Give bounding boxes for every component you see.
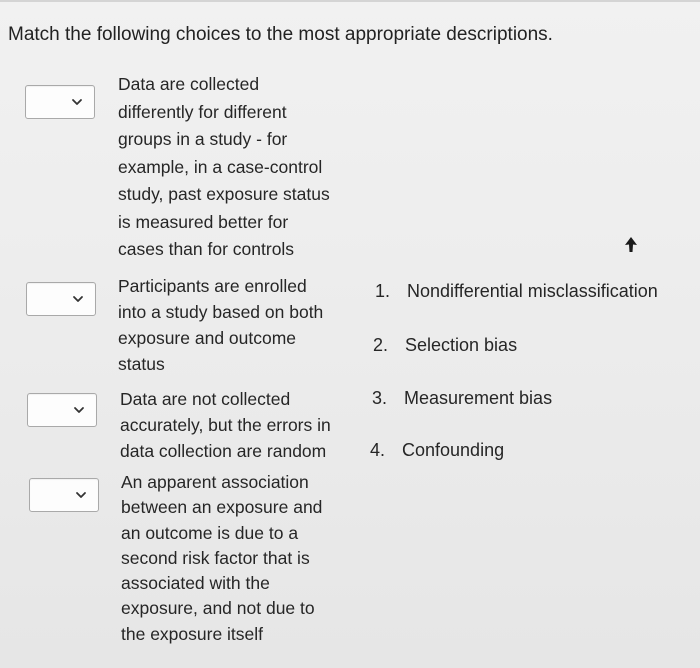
mouse-pointer-icon bbox=[624, 236, 638, 254]
description-3: Data are not collected accurately, but the errors in data collection are random bbox=[120, 389, 331, 461]
choice-4 bbox=[370, 440, 504, 461]
choice-label: Measurement bias bbox=[404, 388, 553, 408]
choice-label: Confounding bbox=[402, 440, 505, 460]
description-4: An apparent association between an exposure and an outcome is due to a second risk factor that is associated with the exposure, and not due to the exposure itself bbox=[121, 472, 323, 644]
chevron-down-icon bbox=[71, 97, 83, 107]
choice-number: 4. bbox=[370, 440, 386, 460]
choice-label: Nondifferential misclassification bbox=[407, 281, 658, 301]
match-select-3[interactable] bbox=[27, 393, 97, 427]
match-select-4[interactable] bbox=[29, 478, 99, 512]
choice-1 bbox=[375, 281, 658, 302]
choice-number: 2. bbox=[373, 335, 389, 355]
description-2: Participants are enrolled into a study based on both exposure and outcome status bbox=[118, 276, 324, 374]
choice-label: Selection bias bbox=[405, 335, 518, 355]
description-1: Data are collected differently for different groups in a study - for example, in a case-control study, past exposure status is measured better for cases than for controls bbox=[118, 74, 330, 259]
top-divider bbox=[0, 0, 700, 2]
choice-2 bbox=[373, 335, 517, 356]
match-select-1[interactable] bbox=[25, 85, 95, 119]
choice-number: 3. bbox=[372, 388, 388, 408]
choice-3 bbox=[372, 388, 552, 409]
question-title: Match the following choices to the most appropriate descriptions. bbox=[8, 24, 553, 45]
match-select-2[interactable] bbox=[26, 282, 96, 316]
choice-number: 1. bbox=[375, 281, 391, 301]
chevron-down-icon bbox=[75, 490, 87, 500]
chevron-down-icon bbox=[72, 294, 84, 304]
chevron-down-icon bbox=[73, 405, 85, 415]
